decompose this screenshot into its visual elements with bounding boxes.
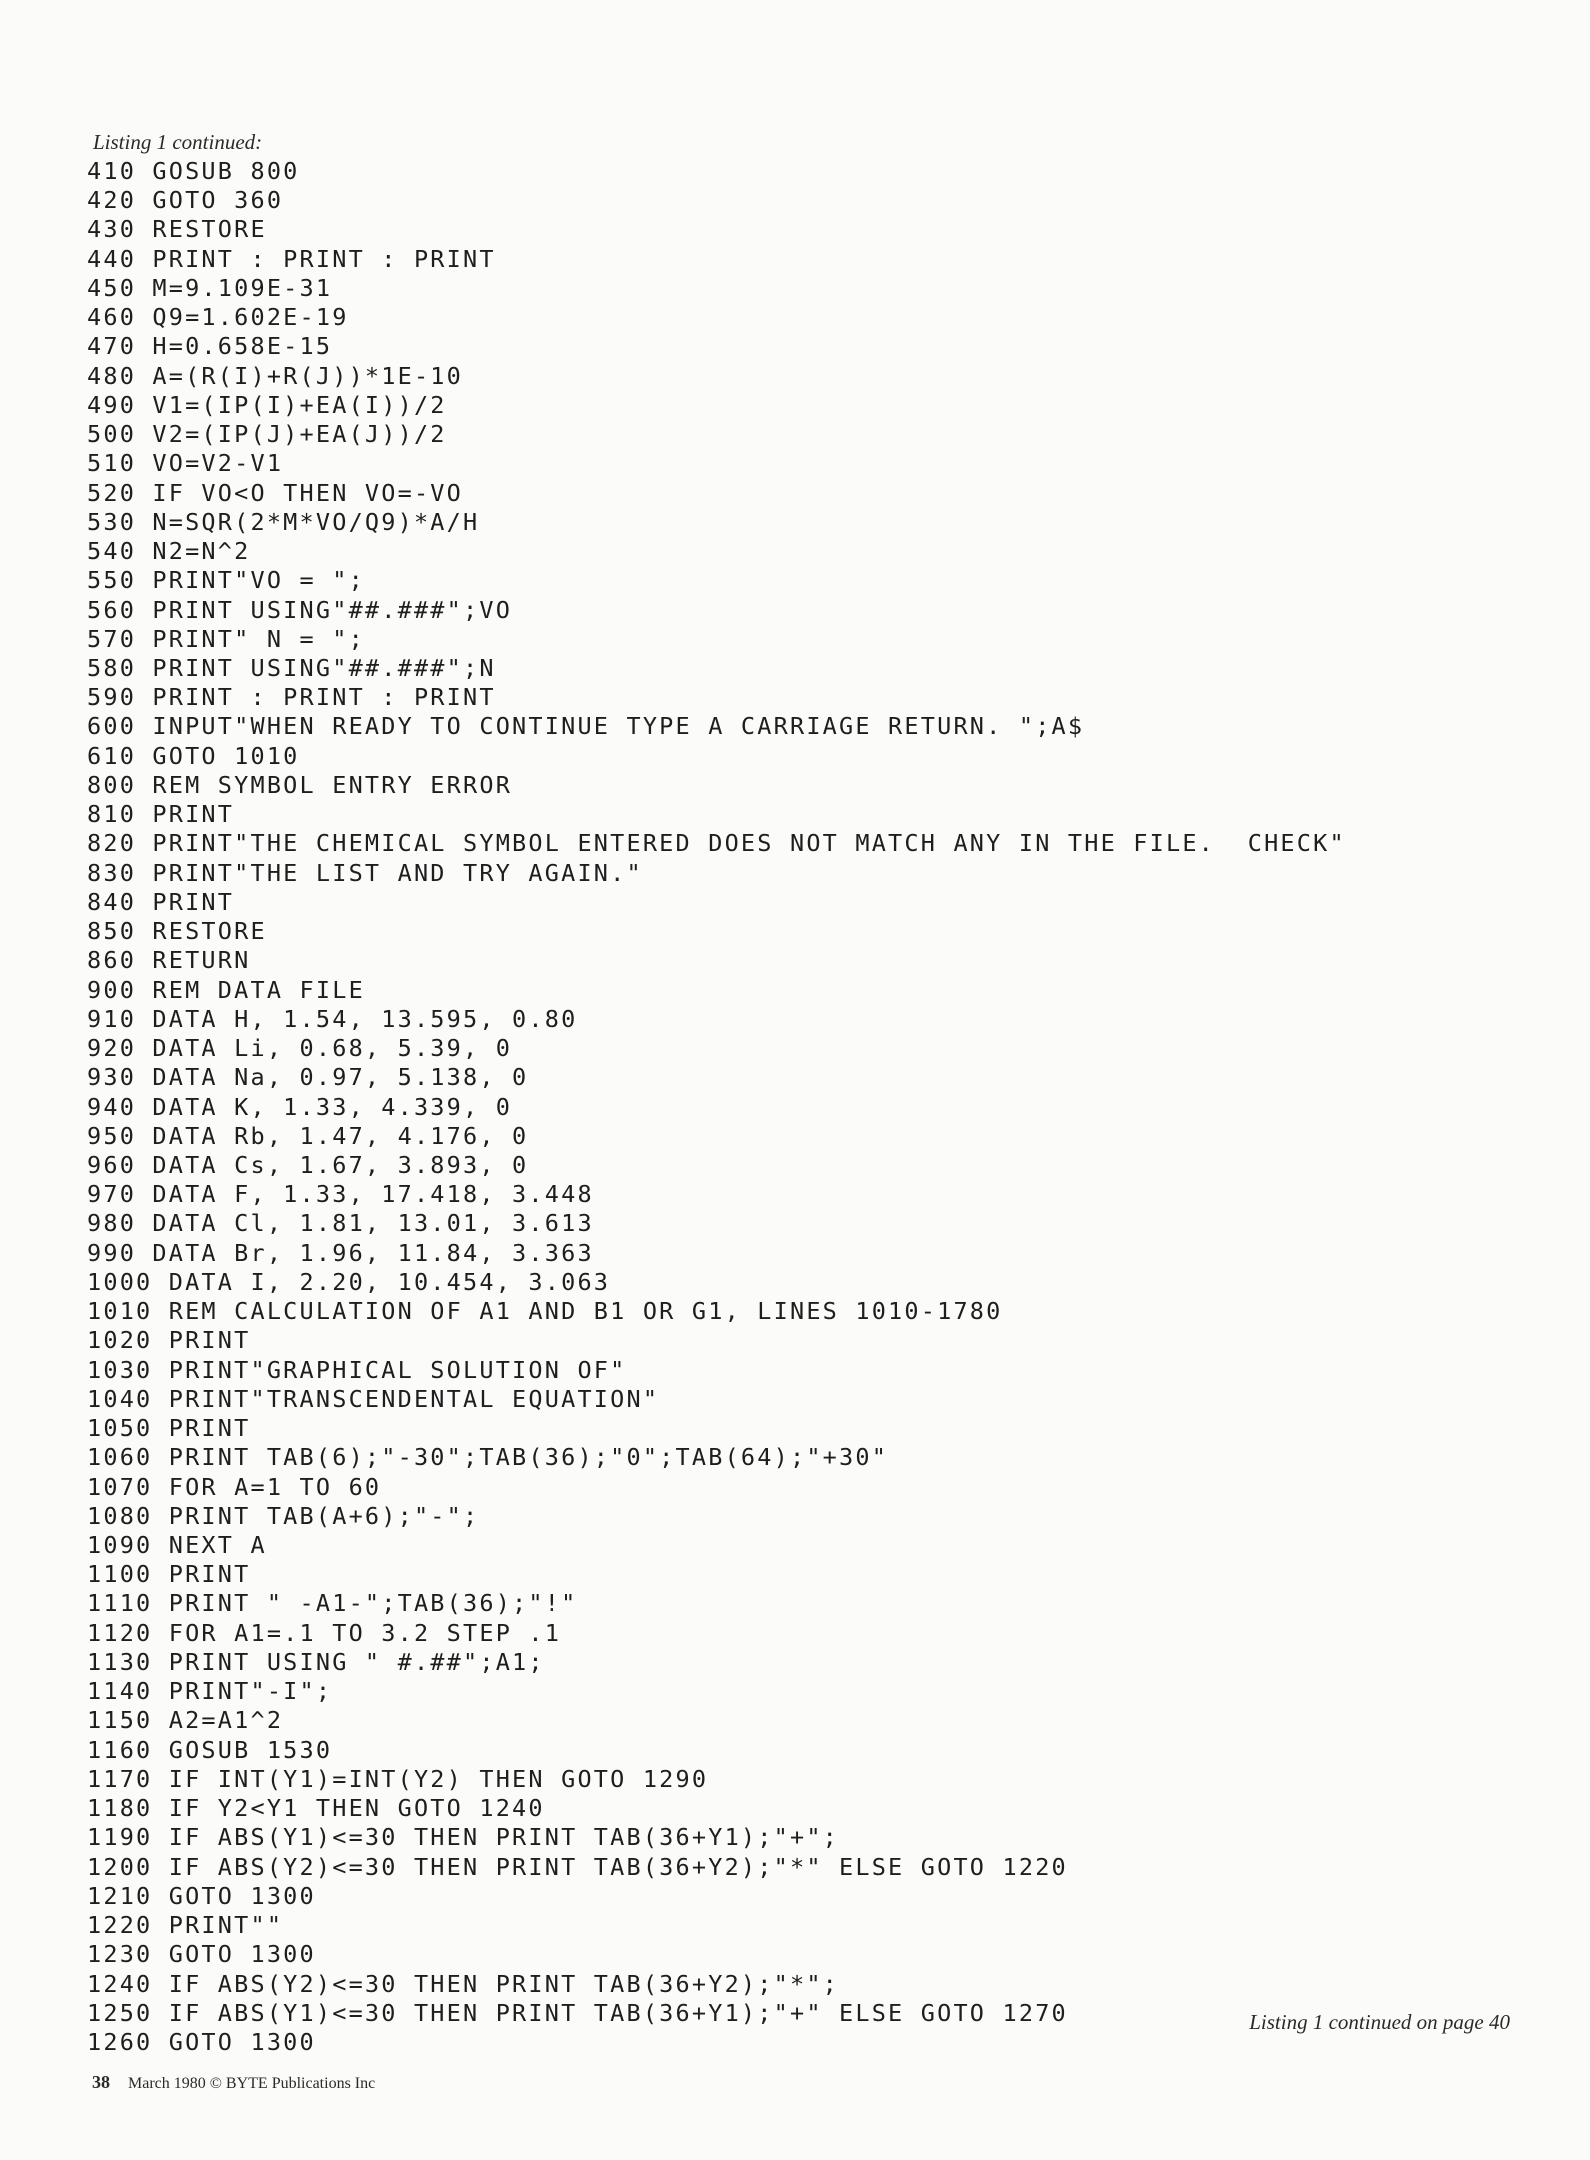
- code-line: 1150 A2=A1^2: [87, 1706, 284, 1735]
- code-line: 1060 PRINT TAB(6);"-30";TAB(36);"0";TAB(64);"+30": [87, 1443, 889, 1472]
- code-line: 470 H=0.658E-15: [87, 332, 333, 361]
- code-line: 960 DATA Cs, 1.67, 3.893, 0: [87, 1150, 529, 1179]
- code-line: 490 V1=(IP(I)+EA(I))/2: [87, 390, 447, 419]
- code-line: 930 DATA Na, 0.97, 5.138, 0: [87, 1063, 529, 1092]
- code-line: 920 DATA Li, 0.68, 5.39, 0: [87, 1034, 513, 1063]
- code-line: 1100 PRINT: [87, 1560, 251, 1589]
- code-line: 830 PRINT"THE LIST AND TRY AGAIN.": [87, 858, 643, 887]
- code-line: 1230 GOTO 1300: [87, 1940, 316, 1969]
- code-line: 1260 GOTO 1300: [87, 2028, 316, 2056]
- code-line: 430 RESTORE: [87, 215, 267, 244]
- code-line: 1050 PRINT: [87, 1414, 251, 1443]
- code-line: 980 DATA Cl, 1.81, 13.01, 3.613: [87, 1209, 594, 1238]
- code-line: 560 PRINT USING"##.###";VO: [87, 595, 513, 624]
- code-listing: [87, 157, 1346, 2057]
- code-line: 1110 PRINT " -A1-";TAB(36);"!": [87, 1589, 578, 1618]
- code-line: 1020 PRINT: [87, 1326, 251, 1355]
- code-line: 420 GOTO 360: [87, 186, 284, 215]
- code-line: 850 RESTORE: [87, 917, 267, 946]
- code-line: 990 DATA Br, 1.96, 11.84, 3.363: [87, 1238, 594, 1267]
- code-line: 540 N2=N^2: [87, 537, 251, 566]
- code-line: 1160 GOSUB 1530: [87, 1735, 333, 1764]
- code-line: 940 DATA K, 1.33, 4.339, 0: [87, 1092, 513, 1121]
- code-line: 440 PRINT : PRINT : PRINT: [87, 244, 496, 273]
- code-line: 800 REM SYMBOL ENTRY ERROR: [87, 770, 513, 799]
- code-line: 1040 PRINT"TRANSCENDENTAL EQUATION": [87, 1384, 660, 1413]
- code-line: 1240 IF ABS(Y2)<=30 THEN PRINT TAB(36+Y2);"*";: [87, 1969, 840, 1998]
- code-line: 820 PRINT"THE CHEMICAL SYMBOL ENTERED DOES NOT MATCH ANY IN THE FILE. CHECK": [87, 829, 1346, 858]
- code-line: 970 DATA F, 1.33, 17.418, 3.448: [87, 1180, 594, 1209]
- code-line: 1200 IF ABS(Y2)<=30 THEN PRINT TAB(36+Y2);"*" ELSE GOTO 1220: [87, 1852, 1068, 1881]
- publication-credit: March 1980 © BYTE Publications Inc: [128, 2075, 376, 2092]
- code-line: 1000 DATA I, 2.20, 10.454, 3.063: [87, 1267, 611, 1296]
- code-line: 610 GOTO 1010: [87, 741, 300, 770]
- code-line: 810 PRINT: [87, 800, 235, 829]
- page-number: 38: [92, 2072, 110, 2092]
- code-line: 1080 PRINT TAB(A+6);"-";: [87, 1501, 480, 1530]
- code-line: 1090 NEXT A: [87, 1531, 267, 1560]
- continued-note: Listing 1 continued on page 40: [1249, 2010, 1510, 2034]
- code-line: 1190 IF ABS(Y1)<=30 THEN PRINT TAB(36+Y1);"+";: [87, 1823, 840, 1852]
- listing-heading: Listing 1 continued:: [93, 130, 263, 154]
- code-line: 550 PRINT"VO = ";: [87, 566, 365, 595]
- code-line: 1130 PRINT USING " #.##";A1;: [87, 1647, 545, 1676]
- code-line: 840 PRINT: [87, 887, 235, 916]
- code-line: 1030 PRINT"GRAPHICAL SOLUTION OF": [87, 1355, 627, 1384]
- code-line: 500 V2=(IP(J)+EA(J))/2: [87, 420, 447, 449]
- code-line: 1070 FOR A=1 TO 60: [87, 1472, 382, 1501]
- code-line: 410 GOSUB 800: [87, 157, 300, 185]
- code-line: 1210 GOTO 1300: [87, 1881, 316, 1910]
- code-line: 1250 IF ABS(Y1)<=30 THEN PRINT TAB(36+Y1);"+" ELSE GOTO 1270: [87, 1998, 1068, 2027]
- code-line: 510 VO=V2-V1: [87, 449, 284, 478]
- code-line: 480 A=(R(I)+R(J))*1E-10: [87, 361, 464, 390]
- code-line: 520 IF VO<O THEN VO=-VO: [87, 478, 464, 507]
- code-line: 860 RETURN: [87, 946, 251, 975]
- code-line: 1180 IF Y2<Y1 THEN GOTO 1240: [87, 1794, 545, 1823]
- code-line: 1120 FOR A1=.1 TO 3.2 STEP .1: [87, 1618, 562, 1647]
- code-line: 530 N=SQR(2*M*VO/Q9)*A/H: [87, 507, 480, 536]
- code-line: 600 INPUT"WHEN READY TO CONTINUE TYPE A CARRIAGE RETURN. ";A$: [87, 712, 1085, 741]
- code-line: 1010 REM CALCULATION OF A1 AND B1 OR G1, LINES 1010-1780: [87, 1297, 1003, 1326]
- code-line: 450 M=9.109E-31: [87, 273, 333, 302]
- code-line: 1140 PRINT"-I";: [87, 1677, 333, 1706]
- code-line: 910 DATA H, 1.54, 13.595, 0.80: [87, 1004, 578, 1033]
- code-line: 570 PRINT" N = ";: [87, 624, 365, 653]
- page-footer: [92, 2072, 375, 2093]
- code-line: 1220 PRINT"": [87, 1911, 284, 1940]
- code-line: 580 PRINT USING"##.###";N: [87, 653, 496, 682]
- code-line: 900 REM DATA FILE: [87, 975, 365, 1004]
- code-line: 1170 IF INT(Y1)=INT(Y2) THEN GOTO 1290: [87, 1764, 709, 1793]
- code-line: 590 PRINT : PRINT : PRINT: [87, 683, 496, 712]
- code-line: 950 DATA Rb, 1.47, 4.176, 0: [87, 1121, 529, 1150]
- code-line: 460 Q9=1.602E-19: [87, 303, 349, 332]
